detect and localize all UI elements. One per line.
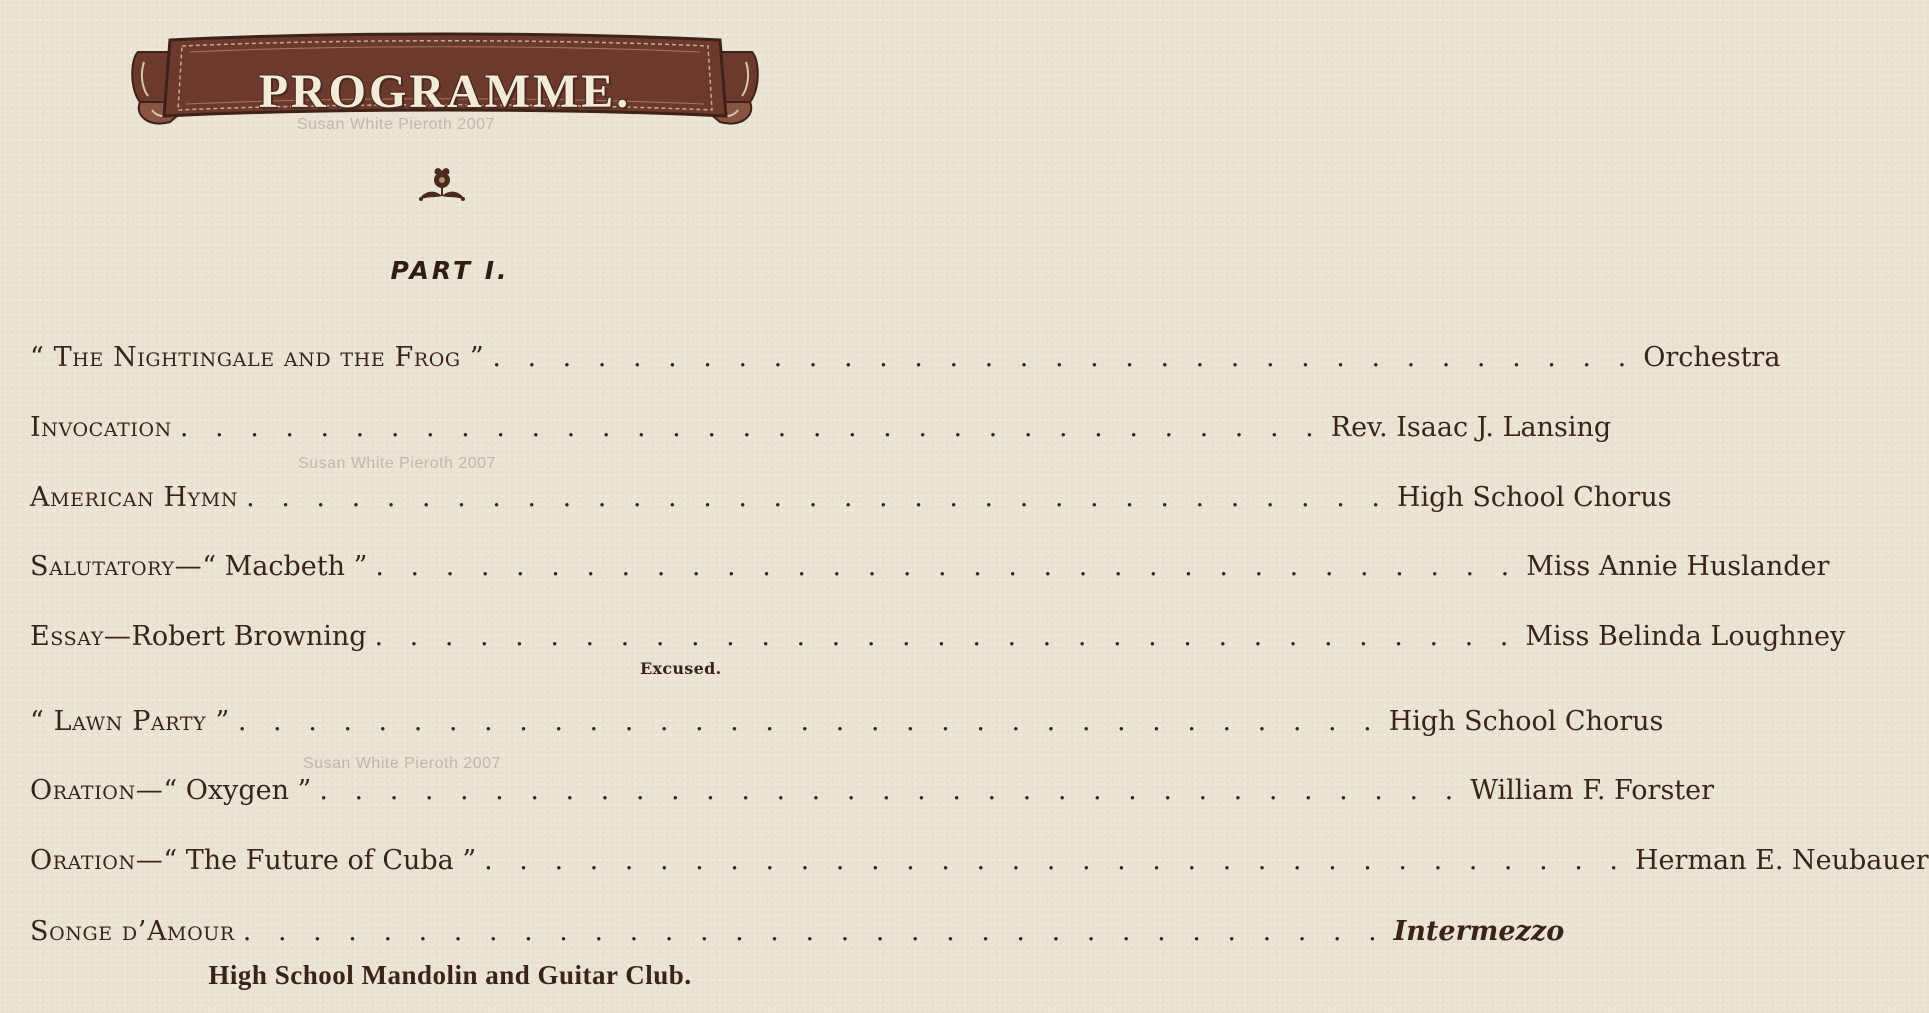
item-performer: Herman E. Neubauer xyxy=(1635,845,1929,876)
programme-item xyxy=(30,914,1565,950)
item-performer: Orchestra xyxy=(1643,342,1781,373)
flower-ornament-icon xyxy=(415,166,469,206)
programme-item xyxy=(30,480,1672,516)
dot-leader: . . . . . . . . . . . . . . . . . . . . . . . . . . . . . . . . . xyxy=(484,845,1628,876)
item-title: American Hymn xyxy=(30,482,239,513)
item-title xyxy=(30,843,476,879)
item-performer: Miss Annie Huslander xyxy=(1526,551,1830,582)
dot-leader: . . . . . . . . . . . . . . . . . . . . . . . . . . . . . . . . . xyxy=(375,551,1519,582)
item-performer: High School Chorus xyxy=(1388,706,1664,737)
programme-item xyxy=(30,843,1929,879)
dot-leader: . . . . . . . . . . . . . . . . . . . . . . . . . . . . . . . . . xyxy=(237,706,1381,737)
dot-leader: . . . . . . . . . . . . . . . . . . . . . . . . . . . . . . . . . xyxy=(179,412,1323,443)
programme-item xyxy=(30,704,1664,740)
item-title-prefix: Essay— xyxy=(30,621,132,652)
item-title xyxy=(30,773,311,809)
dot-leader: . . . . . . . . . . . . . . . . . . . . . . . . . . . . . . . . . xyxy=(374,621,1518,652)
footer-performers: High School Mandolin and Guitar Club. xyxy=(208,960,692,990)
item-performer: Intermezzo xyxy=(1393,916,1565,947)
dot-leader: . . . . . . . . . . . . . . . . . . . . . . . . . . . . . . . . . xyxy=(242,916,1386,947)
item-performer: Rev. Isaac J. Lansing xyxy=(1330,412,1612,443)
dot-leader: . . . . . . . . . . . . . . . . . . . . . . . . . . . . . . . . . xyxy=(319,775,1463,806)
dot-leader: . . . . . . . . . . . . . . . . . . . . . . . . . . . . . . . . . xyxy=(492,342,1636,373)
item-performer: High School Chorus xyxy=(1396,482,1672,513)
item-title xyxy=(30,549,367,585)
excused-note: Excused. xyxy=(640,659,722,678)
item-title-prefix: Oration— xyxy=(30,775,164,806)
item-title-subject: “ Oxygen ” xyxy=(163,775,312,806)
item-title: Songe d’Amour xyxy=(30,916,235,947)
item-performer: William F. Forster xyxy=(1470,775,1715,806)
item-title: “ The Nightingale and the Frog ” xyxy=(30,342,485,373)
programme-item xyxy=(30,549,1830,585)
item-title: “ Lawn Party ” xyxy=(30,706,230,737)
watermark-text: Susan White Pieroth 2007 xyxy=(298,455,496,472)
item-title-subject: Robert Browning xyxy=(131,621,367,652)
programme-item xyxy=(30,619,1846,655)
programme-banner xyxy=(130,30,760,130)
part-title: PART I. xyxy=(390,256,510,285)
dot-leader: . . . . . . . . . . . . . . . . . . . . . . . . . . . . . . . . . xyxy=(246,482,1389,513)
item-title xyxy=(30,619,367,655)
item-title-subject: “ The Future of Cuba ” xyxy=(163,845,477,876)
item-title-prefix: Oration— xyxy=(30,845,164,876)
programme-title: PROGRAMME. xyxy=(258,65,632,118)
item-title: Invocation xyxy=(30,412,172,443)
watermark-text: Susan White Pieroth 2007 xyxy=(297,116,495,133)
programme-item xyxy=(30,340,1781,376)
programme-item xyxy=(30,773,1715,809)
item-title-subject: “ Macbeth ” xyxy=(202,551,368,582)
item-title-prefix: Salutatory— xyxy=(30,551,203,582)
watermark-text: Susan White Pieroth 2007 xyxy=(303,755,501,772)
item-performer: Miss Belinda Loughney xyxy=(1525,621,1846,652)
programme-item xyxy=(30,410,1612,446)
